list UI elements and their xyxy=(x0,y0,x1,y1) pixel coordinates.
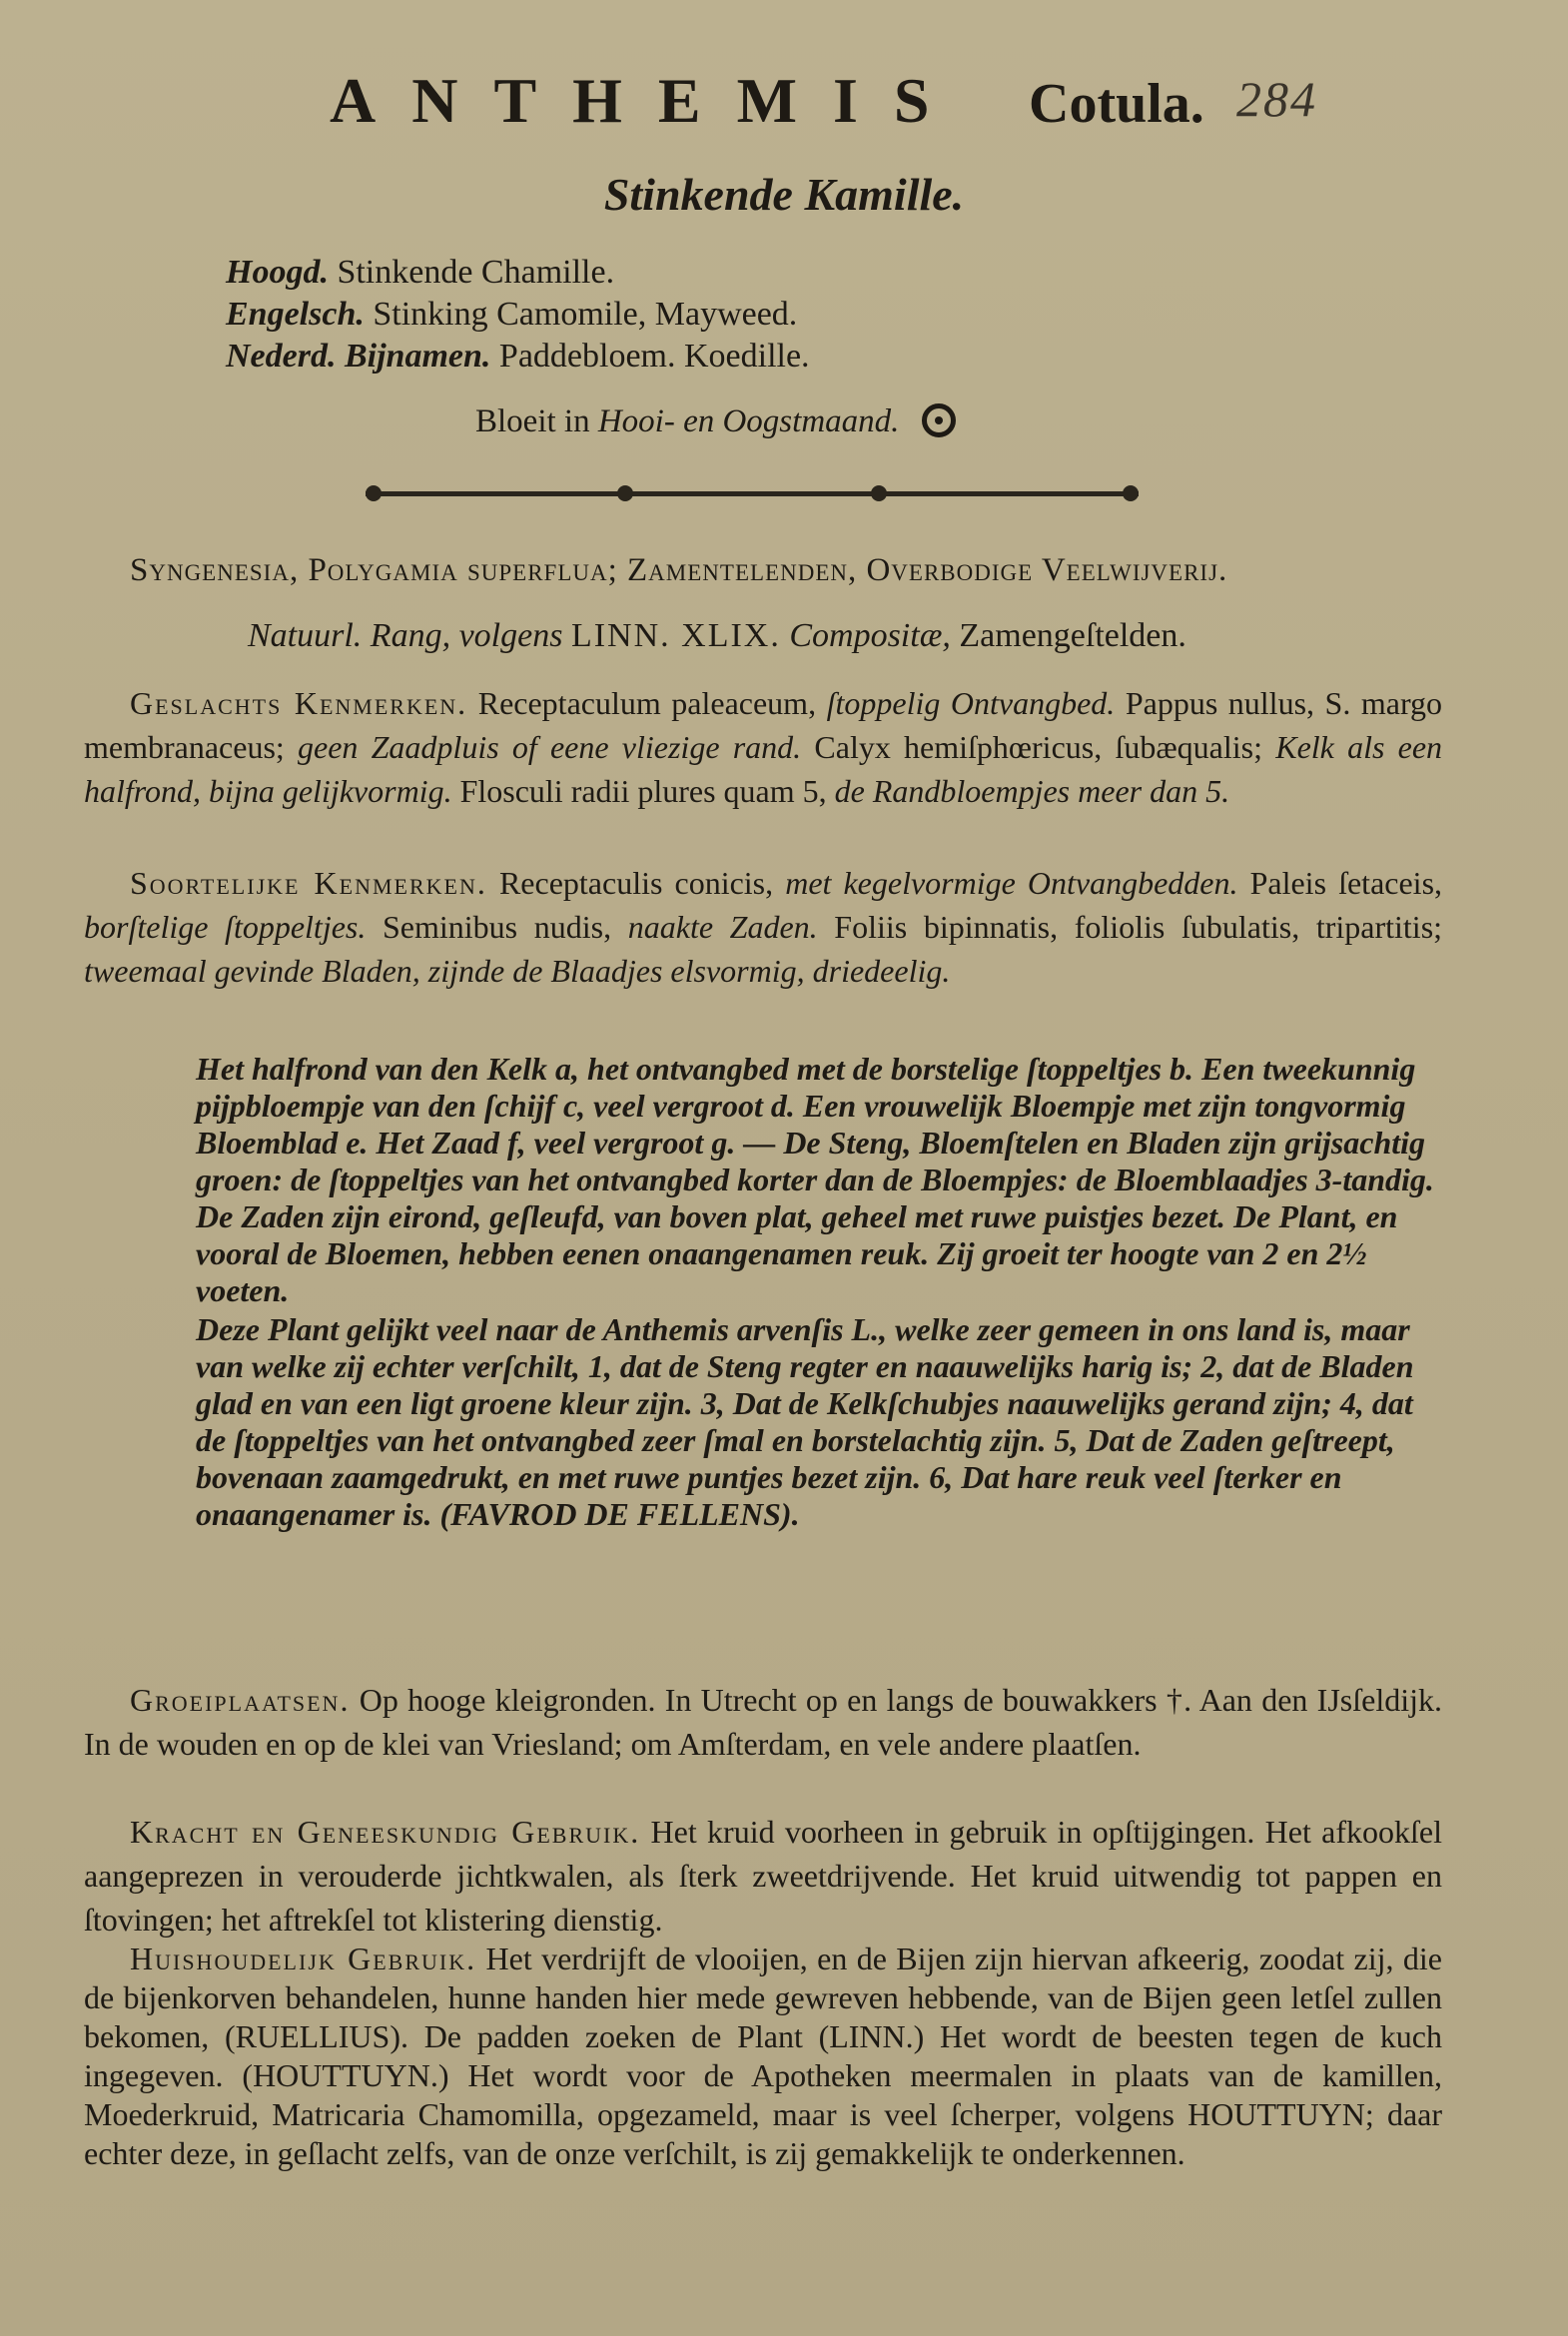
name-line xyxy=(226,252,810,294)
habitat-heading: Groeiplaatsen. xyxy=(130,1682,351,1718)
genus-heading: Geslachts Kenmerken. xyxy=(130,685,468,721)
name-label: Engelsch. xyxy=(226,296,365,333)
medicinal-section xyxy=(84,1810,1442,1942)
name-value: Stinkende Chamille. xyxy=(337,254,615,291)
divider-dot xyxy=(617,485,633,501)
title-row xyxy=(0,60,1568,150)
divider-line xyxy=(366,491,1139,496)
species-title: Cotula. xyxy=(1029,73,1204,135)
name-label: Nederd. Bijnamen. xyxy=(226,338,491,375)
latin-text: Receptaculis conicis, xyxy=(498,865,786,901)
rank-linn: LINN. XLIX. xyxy=(570,617,781,654)
rank-label: Natuurl. Rang, volgens xyxy=(248,617,563,654)
dutch-translation: borſtelige ſtoppeltjes. xyxy=(84,909,367,945)
household-heading: Huishoudelijk Gebruik. xyxy=(130,1941,477,1976)
latin-text: Foliis bipinnatis, foliolis ſubulatis, tripartitis; xyxy=(817,909,1443,945)
latin-text: Receptaculum paleaceum, xyxy=(477,685,827,721)
bloom-months: Hooi- en Oogstmaand. xyxy=(597,403,900,439)
habitat-text: Op hooge kleigronden. In Utrecht op en langs de bouwakkers †. Aan den IJsſeldijk. In de wouden en op de klei van Vriesland; om Amſterdam, en vele andere plaatſen. xyxy=(84,1682,1443,1762)
dutch-translation: naakte Zaden. xyxy=(627,909,818,945)
plate-description xyxy=(196,1051,1442,1533)
household-section xyxy=(84,1940,1442,2173)
name-value: Paddebloem. Koedille. xyxy=(498,338,810,375)
bloom-prefix: Bloeit in xyxy=(475,403,590,439)
classification-line: Syngenesia, Polygamia superflua; Zamentelenden, Overbodige Veelwijverij. xyxy=(130,552,1228,588)
name-value: Stinking Camomile, Mayweed. xyxy=(373,296,798,333)
ornamental-divider xyxy=(366,485,1139,501)
divider-dot xyxy=(1123,485,1139,501)
rank-family-latin: Compositæ, xyxy=(789,617,951,654)
species-heading: Soortelijke Kenmerken. xyxy=(130,865,487,901)
rank-family-dutch: Zamengeſtelden. xyxy=(959,617,1186,654)
divider-dot xyxy=(871,485,887,501)
dutch-translation: de Randbloempjes meer dan 5. xyxy=(834,773,1230,809)
latin-text: Flosculi radii plures quam 5, xyxy=(451,773,835,809)
dutch-translation: geen Zaadpluis of eene vliezige rand. xyxy=(298,729,802,765)
latin-text: Seminibus nudis, xyxy=(366,909,628,945)
natural-rank-line xyxy=(248,617,1568,655)
species-characteristics xyxy=(84,861,1442,993)
handwritten-page-number: 284 xyxy=(1236,71,1317,127)
dutch-translation: met kegelvormige Ontvangbedden. xyxy=(785,865,1238,901)
habitat-section xyxy=(84,1678,1442,1766)
household-text: Het verdrijft de vlooijen, en de Bijen zijn hiervan afkeerig, zoodat zij, die de bijenkorven behandelen, hunne handen hier mede gewreven hebbende, van de Bijen geen letſel zullen bekomen, (RUELLIUS). De padden zoeken de Plant (LINN.) Het wordt de beesten tegen de kuch ingegeven. (HOUTTUYN.) Het wordt voor de Apotheken meermalen in plaats van de kamillen, Moederkruid, Matricaria Chamomilla, opgezameld, maar is veel ſcherper, volgens HOUTTUYN; daar echter deze, in geſlacht zelfs, van de onze verſchilt, is zij gemakkelijk te onderkennen. xyxy=(84,1941,1442,2171)
name-label: Hoogd. xyxy=(226,254,329,291)
name-line xyxy=(226,294,810,336)
medicinal-heading: Kracht en Geneeskundig Gebruik. xyxy=(130,1814,641,1850)
latin-text: Pappus nullus, S. margo membranaceus; xyxy=(84,685,1443,765)
latin-text: Paleis ſetaceis, xyxy=(1237,865,1443,901)
sun-icon xyxy=(922,403,956,437)
bloom-line xyxy=(475,403,956,440)
medicinal-text: Het kruid voorheen in gebruik in opſtijgingen. Het afkookſel aangeprezen in verouderde jichtkwalen, als ſterk zweetdrijvende. Het kruid uitwendig tot pappen en ſtovingen; het aftrekſel tot klistering dienstig. xyxy=(84,1814,1443,1938)
description-paragraph: Deze Plant gelijkt veel naar de Anthemis arvenſis L., welke zeer gemeen in ons land is, maar van welke zij echter verſchilt, 1, dat de Steng regter en naauwelijks harig is; 2, dat de Bladen glad en van een ligt groene kleur zijn. 3, Dat de Kelkſchubjes naauwelijks gerand zijn; 4, dat de ſtoppeltjes van het ontvangbed zeer ſmal en borstelachtig zijn. 5, Dat de Zaden geſtreept, bovenaan zaamgedrukt, en met ruwe puntjes bezet zijn. 6, Dat hare reuk veel ſterker en onaangenamer is. (FAVROD DE FELLENS). xyxy=(196,1311,1414,1532)
description-paragraph: Het halfrond van den Kelk a, het ontvangbed met de borstelige ſtoppeltjes b. Een tweekunnig pijpbloempje van den ſchijf c, veel vergroot d. Een vrouwelijk Bloempje met zijn tongvormig Bloemblad e. Het Zaad f, veel vergroot g. — De Steng, Bloemſtelen en Bladen zijn grijsachtig groen: de ſtoppeltjes van het ontvangbed korter dan de Bloempjes: de Bloemblaadjes 3-tandig. De Zaden zijn eirond, geſleufd, van boven plat, geheel met ruwe puistjes bezet. De Plant, en vooral de Bloemen, hebben eenen onaangenamen reuk. Zij groeit ter hoogte van 2 en 2½ voeten. xyxy=(196,1051,1434,1308)
dutch-translation: Kelk als een halfrond, bijna gelijkvormig. xyxy=(84,729,1443,809)
genus-title: ANTHEMIS xyxy=(330,65,966,136)
name-line xyxy=(226,336,810,378)
divider-dot xyxy=(366,485,382,501)
dutch-translation: ſtoppelig Ontvangbed. xyxy=(826,685,1116,721)
latin-text: Calyx hemiſphœricus, ſubæqualis; xyxy=(801,729,1276,765)
dutch-translation: tweemaal gevinde Bladen, zijnde de Blaadjes elsvormig, driedeelig. xyxy=(84,953,951,989)
vernacular-names xyxy=(226,252,810,378)
dutch-name-subtitle: Stinkende Kamille. xyxy=(603,169,965,220)
genus-characteristics xyxy=(84,681,1442,813)
